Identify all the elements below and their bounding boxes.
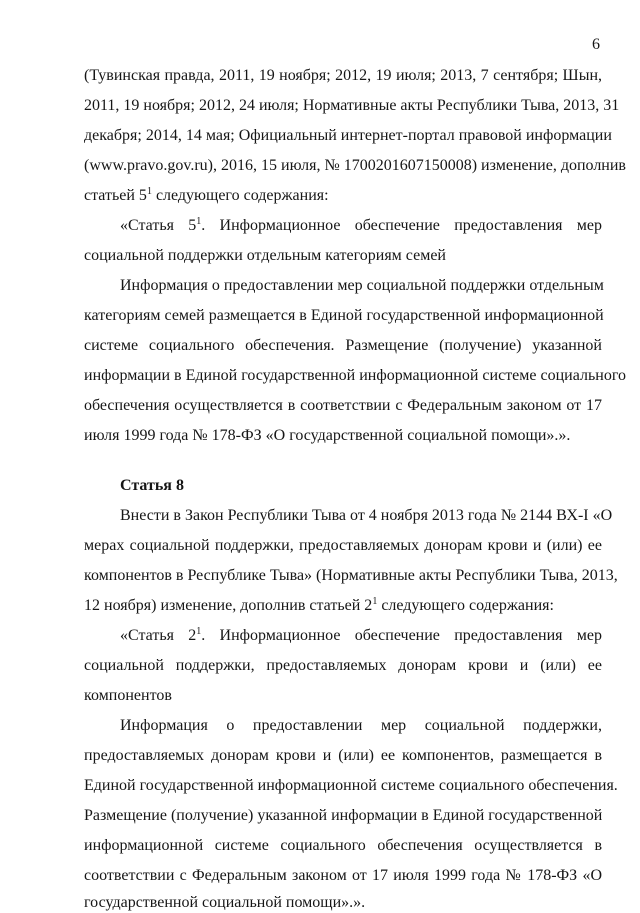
text-line: системе социального обеспечения. Размещение (получение) указанной bbox=[84, 337, 602, 354]
article-heading-line: «Статья $2^1$. Информационное обеспечение предоставления мер bbox=[120, 626, 602, 644]
text-line: (www.pravo.gov.ru), 2016, 15 июля, № 1700201607150008) изменение, дополнив bbox=[84, 157, 626, 174]
text-line: Информация о предоставлении мер социальной поддержки отдельным bbox=[120, 277, 604, 294]
text-line: информации в Единой государственной информационной системе социального bbox=[84, 367, 626, 384]
text-line: государственной социальной помощи».». bbox=[84, 894, 366, 911]
text-line: Информация о предоставлении мер социальной поддержки, bbox=[120, 717, 602, 734]
article-heading-line: «Статья $5^1$. Информационное обеспечение предоставления мер bbox=[120, 216, 602, 234]
text-line: 12 ноября) изменение, дополнив статьей $2^1$ следующего содержания: bbox=[84, 596, 554, 614]
text-line: Размещение (получение) указанной информации в Единой государственной bbox=[84, 807, 603, 824]
text-line: категориям семей размещается в Единой государственной информационной bbox=[84, 307, 604, 324]
text-line: (Тувинская правда, 2011, 19 ноября; 2012, 19 июля; 2013, 7 сентября; Шын, bbox=[84, 67, 602, 84]
text-line: предоставляемых донорам крови и (или) ее компонентов, размещается в bbox=[84, 747, 602, 764]
article-8-heading: Статья 8 bbox=[120, 477, 184, 494]
text-line: обеспечения осуществляется в соответствии с Федеральным законом от 17 bbox=[84, 397, 602, 414]
text-line: Единой государственной информационной системе социального обеспечения. bbox=[84, 777, 618, 794]
text-line: соответствии с Федеральным законом от 17 июля 1999 года № 178-ФЗ «О bbox=[84, 867, 602, 884]
text-line: социальной поддержки, предоставляемых донорам крови и (или) ее bbox=[84, 657, 602, 674]
text-line: 2011, 19 ноября; 2012, 24 июля; Нормативные акты Республики Тыва, 2013, 31 bbox=[84, 97, 620, 114]
text-line: мерах социальной поддержки, предоставляемых донорам крови и (или) ее bbox=[84, 537, 602, 554]
text-line: компонентов bbox=[84, 687, 172, 704]
text-line: социальной поддержки отдельным категориям семей bbox=[84, 247, 446, 264]
page-number: 6 bbox=[592, 36, 600, 53]
text-line: статьей $5^1$ следующего содержания: bbox=[84, 186, 329, 204]
text-line: декабря; 2014, 14 мая; Официальный интернет-портал правовой информации bbox=[84, 127, 612, 144]
text-line: Внести в Закон Республики Тыва от 4 ноября 2013 года № 2144 ВХ-I «О bbox=[120, 507, 613, 524]
text-line: информационной системе социального обеспечения осуществляется в bbox=[84, 837, 602, 854]
text-line: июля 1999 года № 178-ФЗ «О государственной социальной помощи».». bbox=[84, 427, 571, 444]
text-line: компонентов в Республике Тыва» (Нормативные акты Республики Тыва, 2013, bbox=[84, 567, 618, 584]
